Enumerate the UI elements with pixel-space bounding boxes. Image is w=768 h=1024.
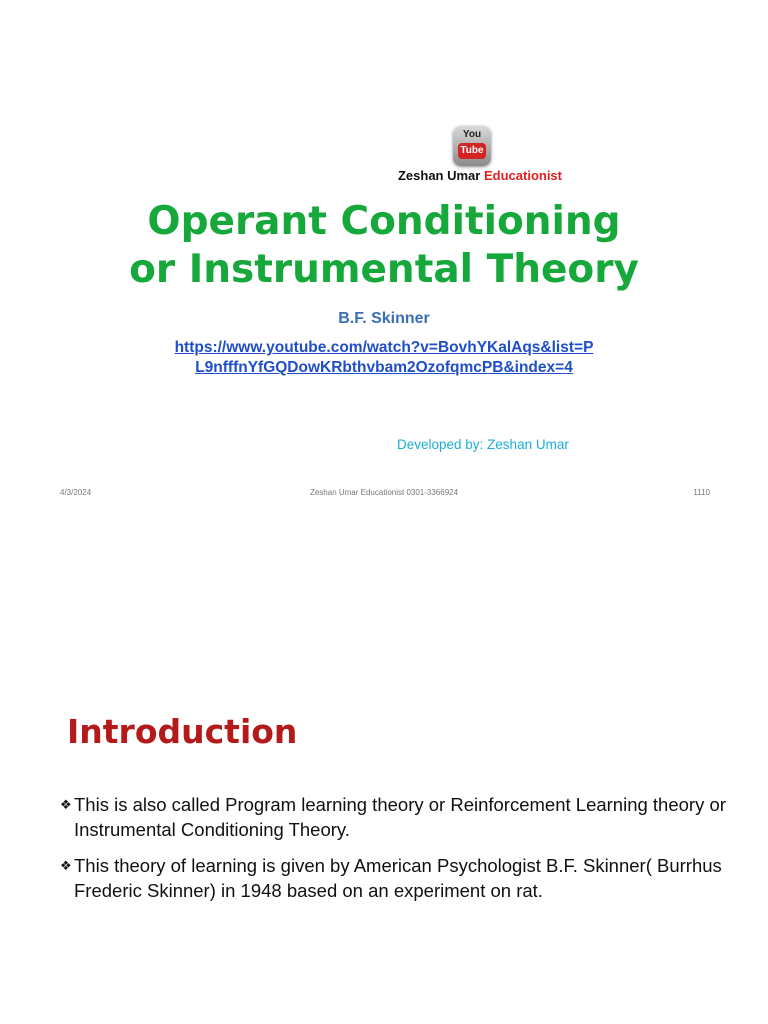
youtube-tube-text: Tube <box>458 143 486 159</box>
footer-center: Zeshan Umar Educationist 0301-3366924 <box>309 488 459 497</box>
channel-brand <box>390 168 570 183</box>
list-item <box>60 792 740 842</box>
bullet-list <box>60 792 740 914</box>
list-item <box>60 853 740 903</box>
youtube-icon <box>453 126 491 166</box>
title-line-2: or Instrumental Theory <box>129 247 639 292</box>
brand-name: Zeshan Umar <box>397 168 481 183</box>
youtube-you-text: You <box>462 129 482 140</box>
title-line-1: Operant Conditioning <box>147 199 621 244</box>
footer-slide-number: 1110 <box>693 488 710 497</box>
diamond-bullet-icon: ❖ <box>60 858 72 873</box>
youtube-link[interactable]: https://www.youtube.com/watch?v=BovhYKalAqs&list=PL9nfffnYfGQDowKRbthvbam2OzofqmcPB&index=4 <box>174 339 594 376</box>
brand-suffix: Educationist <box>483 168 562 183</box>
bullet-text: This theory of learning is given by American Psychologist B.F. Skinner( Burrhus Frederic Skinner) in 1948 based on an experiment on rat. <box>74 855 722 901</box>
bullet-text: This is also called Program learning theory or Reinforcement Learning theory or Instrumental Conditioning Theory. <box>74 794 726 840</box>
author-name: B.F. Skinner <box>338 310 430 327</box>
channel-logo <box>374 80 566 192</box>
slide-title <box>0 198 768 294</box>
diamond-bullet-icon: ❖ <box>60 797 72 812</box>
section-heading: Introduction <box>67 712 298 751</box>
developed-by: Developed by: Zeshan Umar <box>397 437 569 452</box>
footer-date: 4/3/2024 <box>60 488 92 497</box>
introduction-slide <box>0 512 768 1024</box>
